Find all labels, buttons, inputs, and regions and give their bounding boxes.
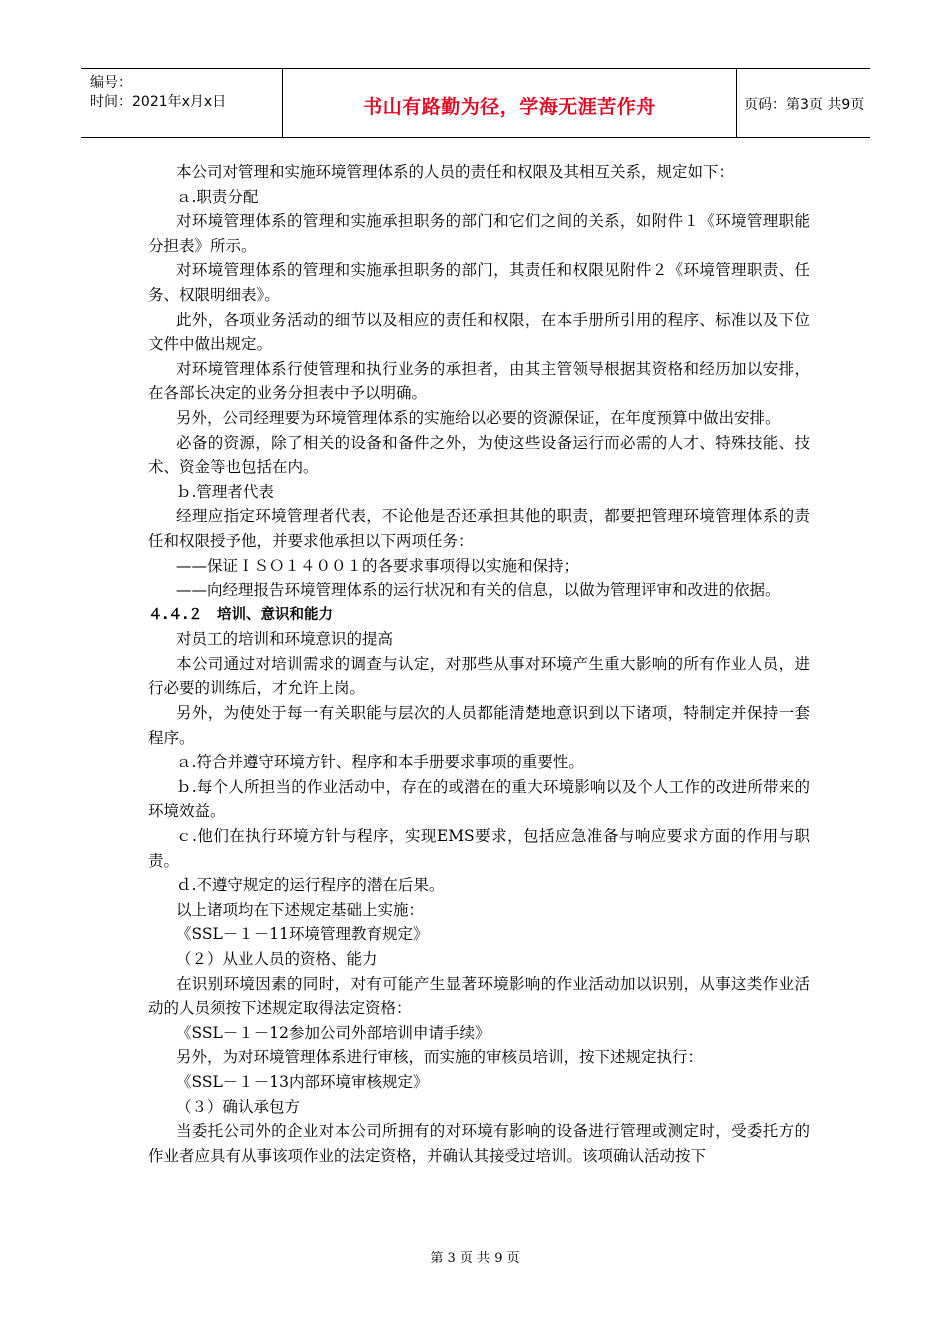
section-heading: ４.４.２ 培训、意识和能力 [148, 606, 334, 623]
paragraph: 当委托公司外的企业对本公司所拥有的对环境有影响的设备进行管理或测定时，受委托方的作业者应具有从事该项作业的法定资格，并确认其接受过培训。该项确认活动按下 [148, 1122, 810, 1165]
document-number-label: 编号： [90, 75, 132, 91]
document-body [148, 160, 810, 1168]
paragraph: 对员工的培训和环境意识的提高 [176, 630, 394, 649]
paragraph: 本公司通过对培训需求的调查与认定，对那些从事对环境产生重大影响的所有作业人员，进行必要的训练后，才允许上岗。 [148, 654, 810, 698]
header-motto-cell [282, 69, 737, 137]
paragraph: 对环境管理体系行使管理和执行业务的承担者，由其主管领导根据其资格和经历加以安排，在各部长决定的业务分担表中予以明确。 [148, 359, 810, 403]
page-header [81, 68, 870, 138]
paragraph: ｃ.他们在执行环境方针与程序，实现EMS要求，包括应急准备与响应要求方面的作用与职责。 [148, 827, 810, 870]
paragraph: 《SSL－１－13内部环境审核规定》 [176, 1072, 429, 1091]
paragraph: 《SSL－１－12参加公司外部培训申请手续》 [176, 1023, 491, 1042]
header-left-cell [81, 69, 282, 137]
paragraph: 在识别环境因素的同时，对有可能产生显著环境影响的作业活动加以识别，从事这类作业活动的人员须按下述规定取得法定资格： [148, 974, 810, 1018]
document-date: 时间：2021年x月x日 [90, 94, 227, 110]
paragraph: 经理应指定环境管理者代表，不论他是否还承担其他的职责，都要把管理环境管理体系的责任和权限授予他，并要求他承担以下两项任务： [148, 507, 810, 550]
paragraph: ｂ.管理者代表 [176, 482, 274, 501]
paragraph: 另外，公司经理要为环境管理体系的实施给以必要的资源保证，在年度预算中做出安排。 [176, 408, 781, 427]
paragraph: ——向经理报告环境管理体系的运行状况和有关的信息，以做为管理评审和改进的依据。 [176, 581, 781, 600]
paragraph: 另外，为使处于每一有关职能与层次的人员都能清楚地意识到以下诸项，特制定并保持一套程序。 [148, 704, 810, 747]
paragraph: 对环境管理体系的管理和实施承担职务的部门和它们之间的关系，如附件１《环境管理职能分担表》所示。 [148, 212, 810, 255]
paragraph: ａ.符合并遵守环境方针、程序和本手册要求事项的重要性。 [176, 753, 584, 772]
paragraph: 此外，各项业务活动的细节以及相应的责任和权限，在本手册所引用的程序、标准以及下位文件中做出规定。 [148, 310, 810, 354]
paragraph: 以上诸项均在下述规定基础上实施： [176, 900, 425, 919]
paragraph: （２）从业人员的资格、能力 [176, 950, 378, 968]
header-page-cell [736, 69, 870, 137]
paragraph: （３）确认承包方 [176, 1097, 301, 1116]
page-footer: 第 3 页 共 9 页 [430, 1251, 520, 1266]
paragraph: ｂ.每个人所担当的作业活动中，存在的或潜在的重大环境影响以及个人工作的改进所带来的环境效益。 [148, 777, 810, 821]
header-page-number: 页码：第3页 共9页 [744, 97, 865, 113]
header-motto: 书山有路勤为径，学海无涯苦作舟 [363, 96, 656, 118]
paragraph: 《SSL－１－11环境管理教育规定》 [176, 925, 429, 944]
paragraph: 本公司对管理和实施环境管理体系的人员的责任和权限及其相互关系，规定如下： [176, 163, 735, 181]
paragraph: ａ.职责分配 [176, 187, 259, 206]
paragraph: 对环境管理体系的管理和实施承担职务的部门，其责任和权限见附件２《环境管理职责、任务、权限明细表》。 [148, 261, 810, 304]
paragraph: ——保证ＩＳＯ１４００１的各要求事项得以实施和保持； [176, 556, 580, 575]
paragraph: ｄ.不遵守规定的运行程序的潜在后果。 [176, 876, 445, 895]
paragraph: 必备的资源，除了相关的设备和备件之外，为使这些设备运行而必需的人才、特殊技能、技术、资金等也包括在内。 [148, 433, 810, 477]
paragraph: 另外，为对环境管理体系进行审核，而实施的审核员培训，按下述规定执行： [176, 1048, 704, 1067]
